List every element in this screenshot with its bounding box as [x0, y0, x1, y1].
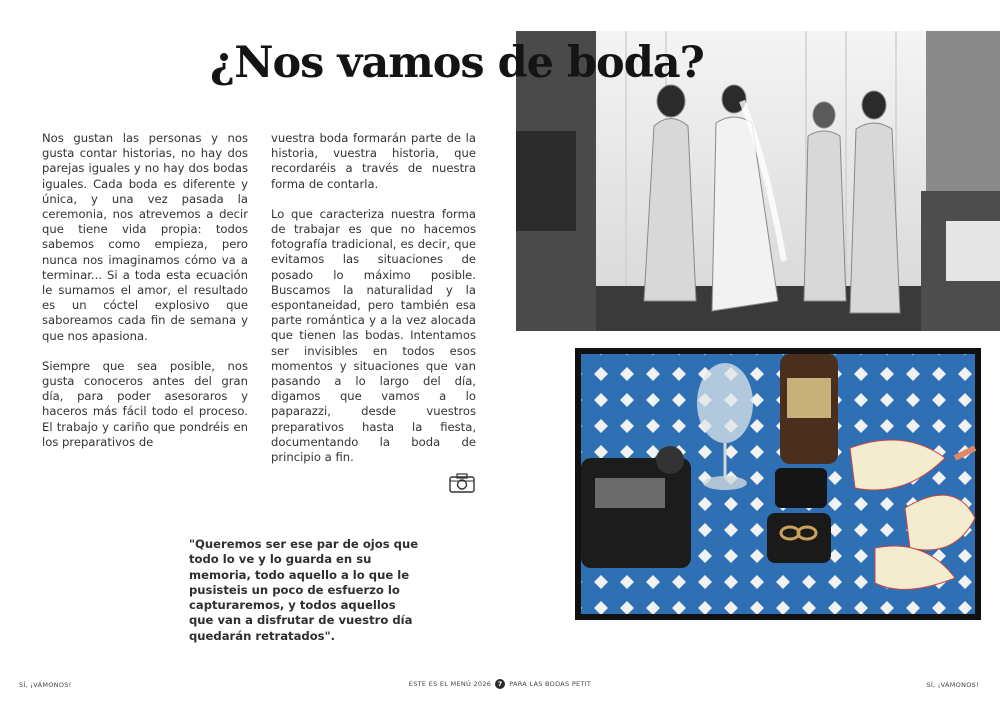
footer-right-label: SÍ, ¡VÁMONOS! — [926, 681, 979, 689]
page-title: ¿Nos vamos de boda? — [210, 38, 704, 88]
wedding-details-photo — [575, 348, 981, 620]
paragraph: vuestra boda formarán parte de la historia, vuestra historia, que recordaréis a través de nuestra forma de contarla. — [271, 131, 476, 191]
text-column-right — [271, 131, 476, 480]
paragraph: Lo que caracteriza nuestra forma de trabajar es que no hacemos fotografía tradicional, es decir, que evitamos las situaciones de posado lo máximo posible. Buscamos la naturalidad y la espontaneidad, pero también esa parte romántica y a la vez alocada que tienen las bodas. Intentamos ser invisibles en todos esos momentos y situaciones que van pasando a lo largo del día, digamos que vamos a lo paparazzi, desde vuestros preparativos hasta la fiesta, documentando la boda de principio a fin. — [271, 206, 476, 465]
footer-tagline: PARA LAS BODAS PETIT — [509, 680, 592, 688]
pull-quote: "Queremos ser ese par de ojos que todo lo ve y lo guarda en su memoria, todo aquello a lo que le pusisteis un poco de esfuerzo lo capturaremos, y todos aquellos que van a disfrutar de vuestro día quedarán retratados". — [189, 537, 419, 643]
footer-center — [0, 679, 1000, 689]
paragraph: Nos gustan las personas y nos gusta contar historias, no hay dos parejas iguales y no hay dos bodas iguales. Cada boda es diferente y única, y una vez pasada la ceremonia, nos atrevemos a decir que tiene vida propia: todos sabemos como empieza, pero nunca nos imaginamos cómo va a terminar... Si a toda esta ecuación le sumamos el amor, el resultado es un cóctel explosivo que saboreamos cada fin de semana y que nos apasiona. — [42, 131, 248, 343]
text-column-left — [42, 131, 248, 465]
footer-menu-label: ESTE ES EL MENÚ 2026 — [408, 680, 492, 688]
camera-icon — [449, 473, 475, 493]
footer-left-label: SÍ, ¡VÁMONOS! — [19, 681, 72, 689]
page-number-badge: 7 — [495, 679, 505, 689]
paragraph: Siempre que sea posible, nos gusta conoceros antes del gran día, para poder asesoraros y haceros más fácil todo el proceso. El trabajo y cariño que pondréis en los preparativos de — [42, 358, 248, 449]
